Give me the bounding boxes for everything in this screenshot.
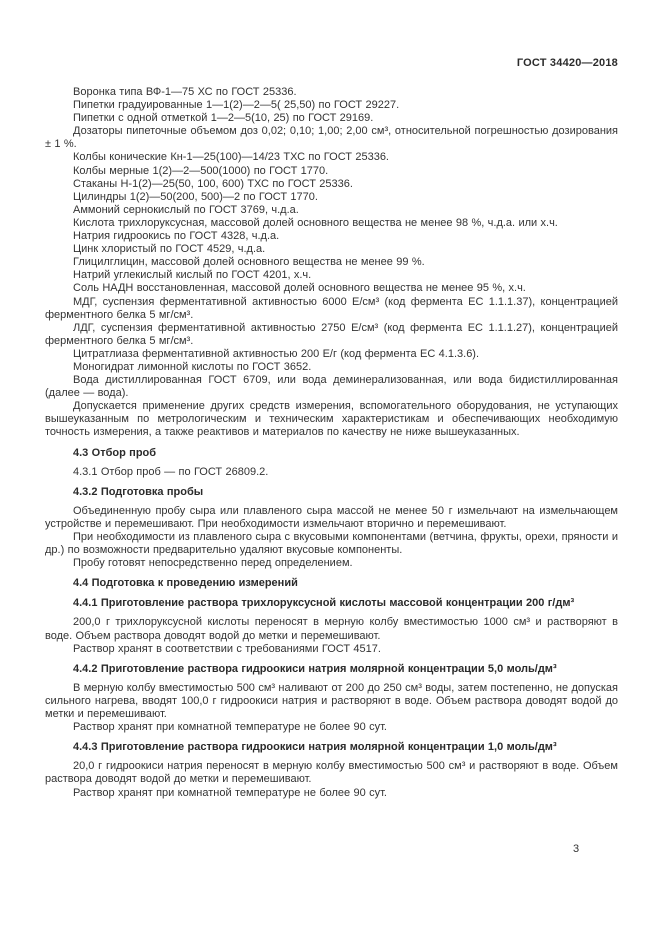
section-heading: 4.4.1 Приготовление раствора трихлоруксусной кислоты массовой концентрации 200 г/дм³: [73, 597, 575, 610]
paragraph: Пипетки градуированные 1—1(2)—2—5( 25,50) по ГОСТ 29227.: [73, 99, 400, 112]
paragraph: Аммоний сернокислый по ГОСТ 3769, ч.д.а.: [73, 203, 299, 216]
paragraph: Вода дистиллированная ГОСТ 6709, или вода деминерализованная, или вода бидистиллированная (далее — вода).: [45, 374, 618, 400]
paragraph: Колбы конические Кн-1—25(100)—14/23 ТХС по ГОСТ 25336.: [73, 151, 389, 164]
paragraph: Раствор хранят в соответствии с требованиями ГОСТ 4517.: [73, 642, 381, 655]
section-heading: 4.4 Подготовка к проведению измерений: [73, 577, 298, 590]
paragraph: Моногидрат лимонной кислоты по ГОСТ 3652.: [73, 360, 312, 373]
section-heading: 4.3.2 Подготовка пробы: [73, 485, 204, 498]
paragraph: Кислота трихлоруксусная, массовой долей основного вещества не менее 98 %, ч.д.а. или х.ч.: [73, 216, 558, 229]
paragraph: Пробу готовят непосредственно перед определением.: [73, 557, 353, 570]
section-heading: 4.4.3 Приготовление раствора гидроокиси натрия молярной концентрации 1,0 моль/дм³: [73, 741, 557, 754]
paragraph: Соль НАДН восстановленная, массовой долей основного вещества не менее 95 %, х.ч.: [73, 282, 526, 295]
paragraph: 4.3.1 Отбор проб — по ГОСТ 26809.2.: [73, 465, 269, 478]
paragraph: 20,0 г гидроокиси натрия переносят в мерную колбу вместимостью 500 см³ и растворяют в воде. Объем раствора доводят водой до метки и перемешивают.: [45, 760, 618, 786]
paragraph: Раствор хранят при комнатной температуре не более 90 сут.: [73, 721, 387, 734]
paragraph: Стаканы Н-1(2)—25(50, 100, 600) ТХС по ГОСТ 25336.: [73, 177, 353, 190]
document-header-gost-number: ГОСТ 34420—2018: [516, 57, 618, 69]
paragraph: МДГ, суспензия ферментативной активностью 6000 Е/см³ (код фермента ЕС 1.1.1.37), концентрацией ферментного белка 5 мг/см³.: [45, 295, 618, 321]
paragraph: 200,0 г трихлоруксусной кислоты переносят в мерную колбу вместимостью 1000 см³ и растворяют в воде. Объем раствора доводят водой до метки и перемешивают.: [45, 616, 618, 642]
page-number: 3: [573, 843, 580, 855]
paragraph: Колбы мерные 1(2)—2—500(1000) по ГОСТ 1770.: [73, 164, 329, 177]
paragraph: Дозаторы пипеточные объемом доз 0,02; 0,10; 1,00; 2,00 см³, относительной погрешностью дозирования ± 1 %.: [45, 125, 618, 151]
paragraph: Воронка типа ВФ-1—75 ХС по ГОСТ 25336.: [73, 86, 297, 98]
paragraph: В мерную колбу вместимостью 500 см³ наливают от 200 до 250 см³ воды, затем постепенно, не допуская сильного нагрева, вводят 100,0 г гидроокиси натрия и растворяют в воде. Объем раствора доводят водой до метки и перемешивают.: [45, 681, 618, 721]
paragraph: Объединенную пробу сыра или плавленого сыра массой не менее 50 г измельчают на измельчающем устройстве и перемешивают. При необходимости измельчают вторично и перемешивают.: [45, 504, 618, 530]
paragraph: Натрия гидроокись по ГОСТ 4328, ч.д.а.: [73, 230, 280, 243]
paragraph: Цилиндры 1(2)—50(200, 500)—2 по ГОСТ 1770.: [73, 190, 318, 203]
paragraph: Допускается применение других средств измерения, вспомогательного оборудования, не уступающих вышеуказанным по метрологическим и техническим характеристикам и обеспечивающих необходимую точность измерения, а также реактивов и материалов по качеству не ниже вышеуказанных.: [45, 400, 618, 439]
section-heading: 4.4.2 Приготовление раствора гидроокиси натрия молярной концентрации 5,0 моль/дм³: [73, 662, 557, 675]
paragraph: Натрий углекислый кислый по ГОСТ 4201, х.ч.: [73, 269, 312, 282]
paragraph: Цинк хлористый по ГОСТ 4529, ч.д.а.: [73, 243, 266, 256]
section-heading: 4.3 Отбор проб: [73, 446, 157, 459]
paragraph: При необходимости из плавленого сыра с вкусовыми компонентами (ветчина, фрукты, орехи, пряности и др.) по возможности предварительно удаляют вкусовые компоненты.: [45, 531, 618, 557]
paragraph: ЛДГ, суспензия ферментативной активностью 2750 Е/см³ (код фермента ЕС 1.1.1.27), концентрацией ферментного белка 5 мг/см³.: [45, 321, 618, 347]
paragraph: Пипетки с одной отметкой 1—2—5(10, 25) по ГОСТ 29169.: [73, 112, 374, 125]
paragraph: Цитратлиаза ферментативной активностью 200 Е/г (код фермента ЕС 4.1.3.6).: [73, 347, 480, 360]
paragraph: Раствор хранят при комнатной температуре не более 90 сут.: [73, 786, 387, 799]
paragraph: Глицилглицин, массовой долей основного вещества не менее 99 %.: [73, 256, 425, 269]
document-body: [45, 86, 618, 800]
